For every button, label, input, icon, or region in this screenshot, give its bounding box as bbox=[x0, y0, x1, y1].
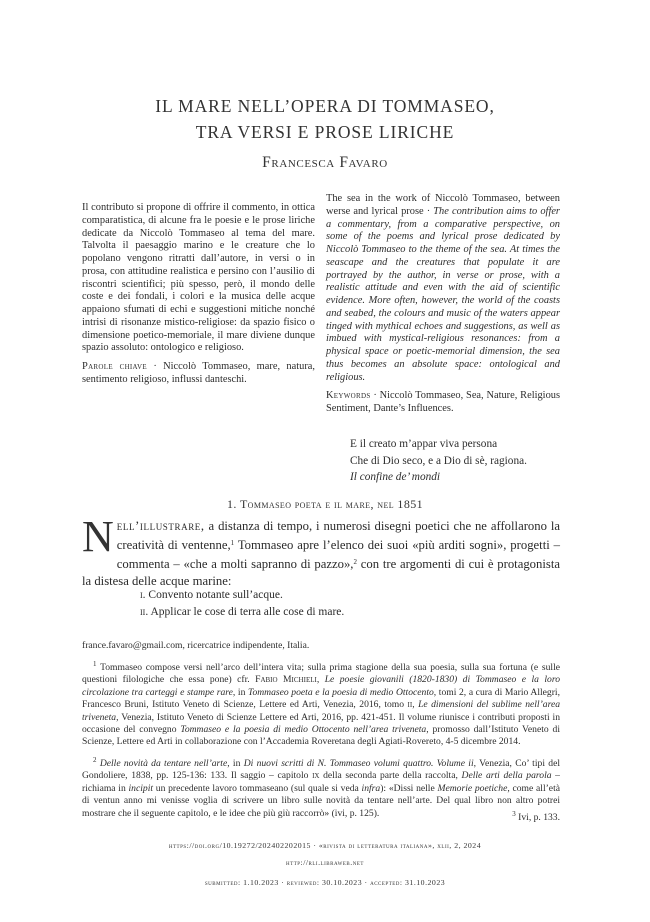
article-title-line-1: IL MARE NELL’OPERA DI TOMMASEO, bbox=[155, 96, 495, 116]
footnote-1-text: , bbox=[412, 699, 419, 711]
footnote-1-text: , Venezia, Istituto Veneto di Scienze Lettere ed Arti, 2016, pp. 421-451. Il volume riunisce i contributi proposti in occasione del convegno bbox=[82, 711, 560, 736]
abstract-english bbox=[326, 193, 560, 416]
body-text-b: Tommaseo apre l’elenco dei suoi «più arditi sogni», progetti – commenta – «che a molti sapranno di pazzo», bbox=[116, 538, 560, 571]
tomo-number: ii bbox=[407, 699, 413, 711]
abstract-italian bbox=[82, 202, 315, 387]
footnote-2-text: ): «Dissi nelle bbox=[380, 782, 438, 794]
footnote-ref-2[interactable]: 2 bbox=[353, 558, 357, 566]
keywords-english bbox=[326, 390, 560, 416]
footnote-2-text: – richiama in bbox=[82, 770, 560, 794]
footnote-1-text: , promosso dall’Istituto Veneto di Scienze, Lettere ed Arti in collaborazione con l’Accademia Roveretana degli Agiati-Rovereto, 4-5 dicembre 2014. bbox=[82, 724, 561, 748]
cited-title: Tommaseo e la poesia di medio Ottocento nell’area triveneta bbox=[180, 724, 427, 736]
footnote-2 bbox=[82, 754, 560, 824]
keywords-english-list: · Niccolò Tommaseo, Sea, Nature, Religious Sentiment, Dante’s Influences. bbox=[326, 390, 560, 414]
list-item bbox=[140, 604, 344, 621]
epigraph bbox=[350, 436, 570, 486]
cited-author: Fabio Michieli bbox=[255, 674, 317, 686]
footnote-1 bbox=[82, 658, 560, 749]
cited-title: Delle arti della parola bbox=[461, 770, 552, 782]
footnote-1-mark: 1 bbox=[93, 660, 97, 668]
footnote-1-text: , tomi 2, a cura di Mario Allegri, Francesco Bruni, Istituto Veneto di Scienze, Lettere ed Arti, Venezia, 2016, tomo bbox=[82, 686, 560, 711]
doi-line[interactable]: https://doi.org/10.19272/202402202015 · «rivista di letteratura italiana», xlii, 2, 2024 bbox=[168, 841, 482, 850]
latin-term: incipit bbox=[128, 782, 154, 794]
body-text-c: con tre argomenti di cui è protagonista la distesa delle acque marine: bbox=[82, 557, 560, 588]
cited-title: Le dimensioni del sublime nell’area triveneta bbox=[82, 699, 561, 723]
list-item-number: ii. bbox=[140, 606, 149, 618]
footnote-ref-1[interactable]: 1 bbox=[230, 539, 235, 547]
footnote-2-mark: 2 bbox=[93, 756, 97, 764]
footnote-2-text: , come all’età di ventun anno mi venisse voglia di scrivere un libro sulle novità da tentare nell’arte. Del qual libro non altro potrei mostrare che il seguente capitolo, e le idee che più giù raccorrò» (ivi, p. 125). bbox=[82, 782, 560, 819]
author-name: Francesca Favaro bbox=[262, 154, 388, 171]
cited-title: Tommaseo poeta e la poesia di medio Ottocento bbox=[248, 686, 434, 698]
chapter-number: ix bbox=[312, 770, 320, 782]
footnote-3-mark: 3 bbox=[512, 809, 516, 818]
keywords-italian-list: · Niccolò Tommaseo, mare, natura, sentimento religioso, influssi danteschi. bbox=[82, 361, 315, 385]
project-list bbox=[140, 587, 344, 621]
footnote-2-text: , Venezia, Co’ tipi del Gondoliere, 1838, pp. 125-136: 133. Il saggio – capitolo bbox=[82, 758, 560, 782]
epigraph-source: Il confine de’ mondi bbox=[350, 471, 441, 483]
section-heading: 1. Tommaseo poeta e il mare, nel 1851 bbox=[226, 497, 424, 511]
epigraph-line-1: E il creato m’appar viva persona bbox=[350, 438, 498, 450]
keywords-english-label: Keywords bbox=[326, 390, 371, 402]
lead-in: ell’illustrare, bbox=[116, 519, 205, 533]
footnote-2-text: , in bbox=[227, 758, 244, 769]
cited-title: Memorie poetiche bbox=[437, 782, 508, 794]
abstract-italian-text: Il contributo si propone di offrire il commento, in ottica comparatistica, di alcune fra le poesie e le prose liriche dedicate da Niccolò Tommaseo al tema del mare. Talvolta il paesaggio marino e le creature che lo popolano vengono ritratti dall’autore, in versi o in prosa, con attitudine realistica e persino con l’ausilio di riscontri scientifici; più spesso, però, il mondo delle coste e dei fondali, i colori e la musica delle acque appaiono sfumati di echi e suggestioni mitiche nonché intrisi di risonanze mistico-religiose: da spazio fisico o dimensione poetico-memoriale, il mare diviene dunque spazio assoluto: ontologico e religioso. bbox=[82, 202, 315, 354]
footnote-3 bbox=[501, 808, 560, 824]
abstract-english-title: The sea in the work of Niccolò Tommaseo, between werse and lyrical prose · bbox=[326, 193, 560, 217]
footnote-3-text: Ivi, p. 133. bbox=[518, 811, 560, 823]
abstract-english-body bbox=[326, 193, 560, 384]
body-paragraph bbox=[82, 512, 560, 590]
footnote-1-text: Tommaseo compose versi nell’arco dell’intera vita; sulla prima stagione della sua poesia, sulla sua fortuna (e sulle questioni filologiche che essa pone) cfr. bbox=[82, 662, 560, 686]
footnote-1-text: , in bbox=[232, 686, 248, 698]
author-email: france.favaro@gmail.com, ricercatrice indipendente, Italia. bbox=[82, 640, 310, 651]
footnote-2-text: un precedente lavoro tommaseano (sul quale si veda bbox=[153, 782, 362, 794]
footnote-2-text: della seconda parte della raccolta, bbox=[319, 770, 462, 782]
footnote-1-text: , bbox=[316, 674, 325, 686]
article-title-line-2: TRA VERSI E PROSE LIRICHE bbox=[195, 122, 455, 142]
cited-title: Le poesie giovanili (1820-1830) di Tommaseo e la loro circolazione tra carteggi e stampe rare bbox=[82, 674, 560, 698]
list-item-text: Convento notante sull’acque. bbox=[148, 589, 283, 601]
journal-url[interactable]: http://rli.libraweb.net bbox=[286, 858, 364, 867]
keywords-italian bbox=[82, 361, 315, 387]
abstract-english-text: The contribution aims to offer a commentary, from a comparative perspective, on some of the poems and lyrical prose dedicated by Niccolò Tommaseo to the theme of the sea. At times the seascape and the creatures that populate it are portrayed by the author, in verse or prose, with a realistic attitude and even with the aid of scientific evidence. More often, however, the world of the coasts and seabed, the colours and music of the waters appear tinged with mythical echoes and suggestions, as well as imbued with mystical-religious resonances: from a physical space or poetic-memorial dimension, the sea thus becomes an absolute space: ontological and religious. bbox=[326, 205, 560, 383]
epigraph-line-2: Che di Dio seco, e a Dio di sè, ragiona. bbox=[350, 454, 527, 467]
keywords-italian-label: Parole chiave bbox=[82, 361, 147, 372]
body-text-a: a distanza di tempo, i numerosi disegni poetici che ne affollarono la creatività di ventenne, bbox=[116, 519, 560, 552]
submission-dates: submitted: 1.10.2023 · reviewed: 30.10.2023 · accepted: 31.10.2023 bbox=[204, 878, 446, 887]
drop-cap: N bbox=[82, 512, 114, 561]
cited-title: Di nuovi scritti di N. Tommaseo volumi quattro. Volume ii bbox=[243, 758, 474, 769]
cited-title: Delle novità da tentare nell’arte bbox=[99, 758, 228, 769]
list-item bbox=[140, 587, 344, 604]
latin-term: infra bbox=[361, 782, 381, 794]
list-item-text: Applicar le cose di terra alle cose di mare. bbox=[150, 606, 345, 618]
list-item-number: i. bbox=[140, 589, 146, 601]
